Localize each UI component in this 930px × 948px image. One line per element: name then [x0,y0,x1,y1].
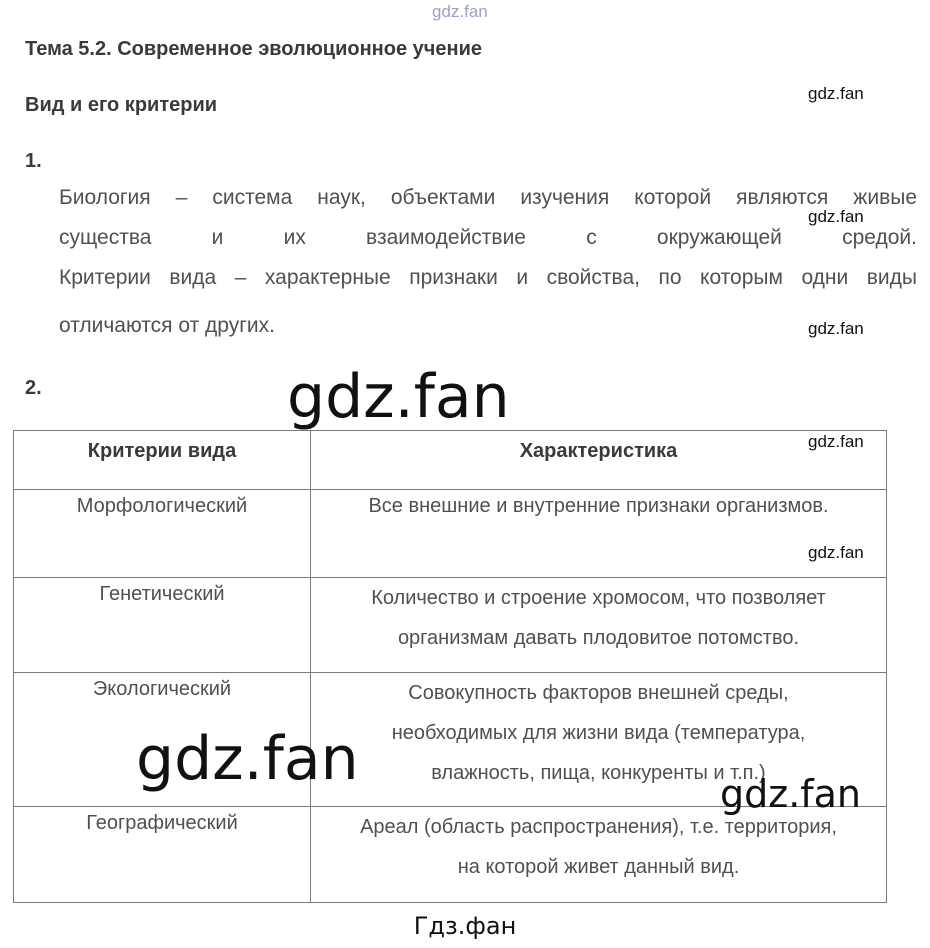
task-1-line-3: Критерии вида – характерные признаки и свойства, по которым одни виды [59,266,917,289]
watermark-right-1: gdz.fan [808,84,864,103]
characteristic-line: Количество и строение хромосом, что позволяет [371,587,826,609]
table-header-row [14,431,887,490]
characteristic-line: организмам давать плодовитое потомство. [397,627,800,649]
watermark-right-2: gdz.fan [808,207,864,226]
task-1-number: 1. [25,150,42,172]
watermark-right-3: gdz.fan [808,319,864,338]
task-1-line-4: отличаются от других. [59,314,275,337]
table-cell-characteristic [311,578,887,673]
table-cell-criterion: Морфологический [14,490,311,578]
table-row [14,490,887,578]
table-cell-criterion: Экологический [14,673,311,807]
table-cell-criterion: Генетический [14,578,311,673]
table-cell-characteristic [311,807,887,903]
footer-watermark: Гдз.фан [413,912,517,940]
characteristic-line: на которой живет данный вид. [457,856,740,878]
watermark-right-4: gdz.fan [808,432,864,451]
table-row [14,578,887,673]
task-1-line-1: Биология – система наук, объектами изучения которой являются живые [59,186,917,209]
task-1-line-2: существа и их взаимодействие с окружающей средой. [59,226,917,249]
table-header-characteristic: Характеристика [311,431,887,490]
watermark-mid-1: gdz.fan [720,772,862,816]
table-row [14,807,887,903]
watermark-big-2: gdz.fan [136,724,359,794]
page-title: Тема 5.2. Современное эволюционное учение [25,38,483,60]
criteria-table [13,430,887,903]
characteristic-line: Ареал (область распространения), т.е. территория, [360,816,837,838]
watermark-big-1: gdz.fan [287,362,510,432]
task-2-number: 2. [25,377,42,399]
characteristic-line: Совокупность факторов внешней среды, [408,682,789,704]
characteristic-line: необходимых для жизни вида (температура, [391,722,806,744]
table-header-criterion: Критерии вида [14,431,311,490]
characteristic-line: Все внешние и внутренние признаки организмов. [368,495,829,517]
section-subtitle: Вид и его критерии [25,94,218,116]
watermark-top: gdz.fan [432,2,488,21]
characteristic-line: влажность, пища, конкуренты и т.п.) [431,762,766,784]
watermark-right-5: gdz.fan [808,543,864,562]
table-cell-characteristic [311,490,887,578]
table-cell-criterion: Географический [14,807,311,903]
